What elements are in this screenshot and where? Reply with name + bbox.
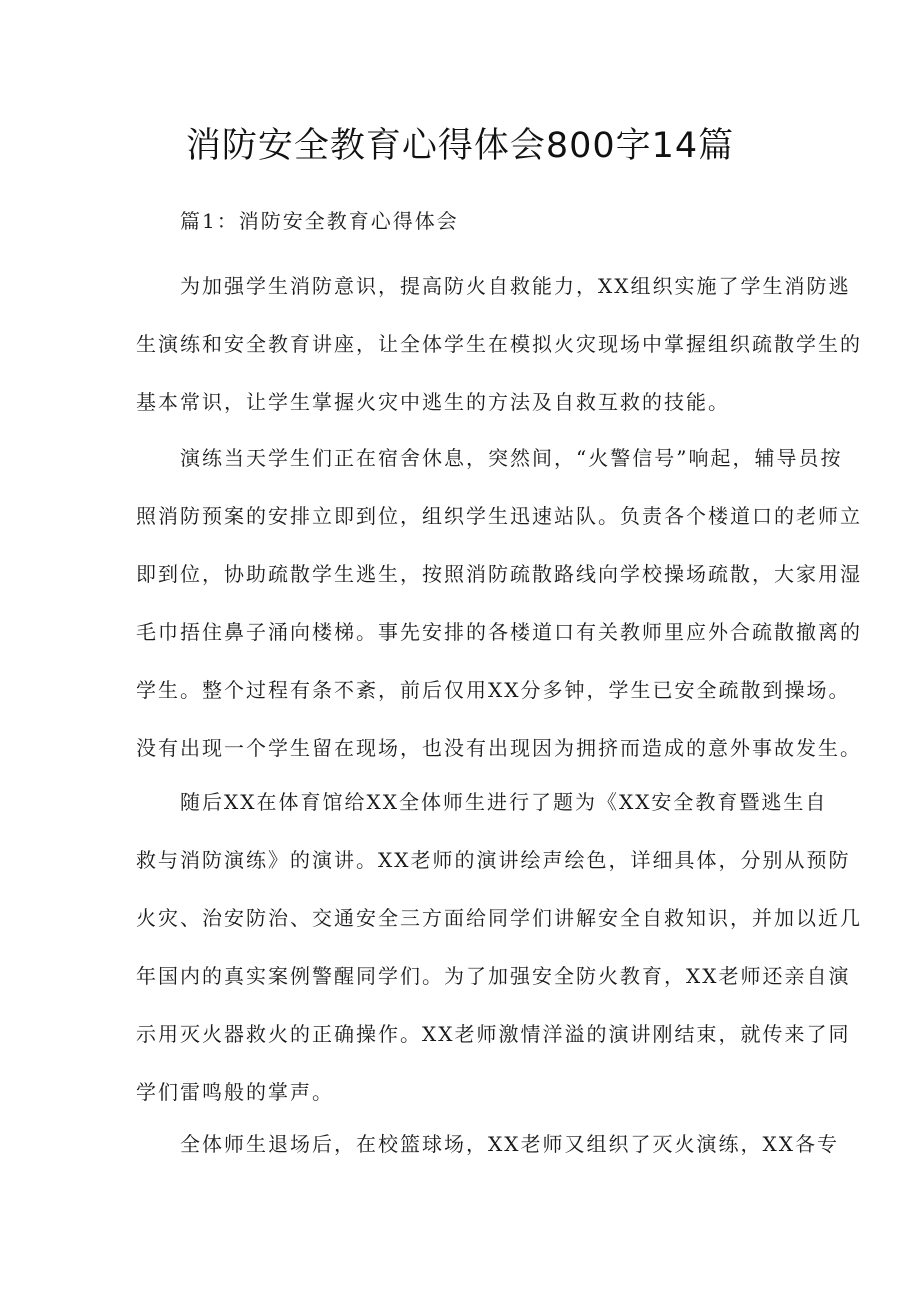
paragraph-line: 演练当天学生们正在宿舍休息，突然间，“火警信号”响起，辅导员按	[180, 446, 843, 470]
paragraph-line: 没有出现一个学生留在现场，也没有出现因为拥挤而造成的意外事故发生。	[136, 736, 862, 760]
document-title: 消防安全教育心得体会800字14篇	[185, 126, 735, 166]
paragraph-1	[136, 270, 862, 444]
paragraph-line: 全体师生退场后，在校篮球场，XX老师又组织了灭火演练，XX各专	[180, 1132, 839, 1156]
paragraph-line: 照消防预案的安排立即到位，组织学生迅速站队。负责各个楼道口的老师立	[136, 504, 862, 528]
paragraph-line: 火灾、治安防治、交通安全三方面给同学们讲解安全自救知识，并加以近几	[136, 906, 862, 930]
paragraph-line: 为加强学生消防意识，提高防火自救能力，XX组织实施了学生消防逃	[180, 274, 851, 298]
section-heading: 篇1：消防安全教育心得体会	[180, 209, 459, 233]
paragraph-line: 基本常识，让学生掌握火灾中逃生的方法及自救互救的技能。	[136, 390, 730, 414]
paragraph-line: 学们雷鸣般的掌声。	[136, 1080, 334, 1104]
paragraph-line: 毛巾捂住鼻子涌向楼梯。事先安排的各楼道口有关教师里应外合疏散撤离的	[136, 620, 862, 644]
paragraph-line: 随后XX在体育馆给XX全体师生进行了题为《XX安全教育暨逃生自	[180, 790, 828, 814]
paragraph-line: 救与消防演练》的演讲。XX老师的演讲绘声绘色，详细具体，分别从预防	[136, 848, 851, 872]
paragraph-4	[136, 1128, 839, 1186]
paragraph-line: 年国内的真实案例警醒同学们。为了加强安全防火教育，XX老师还亲自演	[136, 964, 851, 988]
paragraph-2	[136, 442, 862, 790]
paragraph-line: 学生。整个过程有条不紊，前后仅用XX分多钟，学生已安全疏散到操场。	[136, 678, 851, 702]
paragraph-line: 即到位，协助疏散学生逃生，按照消防疏散路线向学校操场疏散，大家用湿	[136, 562, 862, 586]
paragraph-line: 生演练和安全教育讲座，让全体学生在模拟火灾现场中掌握组织疏散学生的	[136, 332, 862, 356]
paragraph-line: 示用灭火器救火的正确操作。XX老师激情洋溢的演讲刚结束，就传来了同	[136, 1022, 851, 1046]
paragraph-3	[136, 786, 862, 1134]
